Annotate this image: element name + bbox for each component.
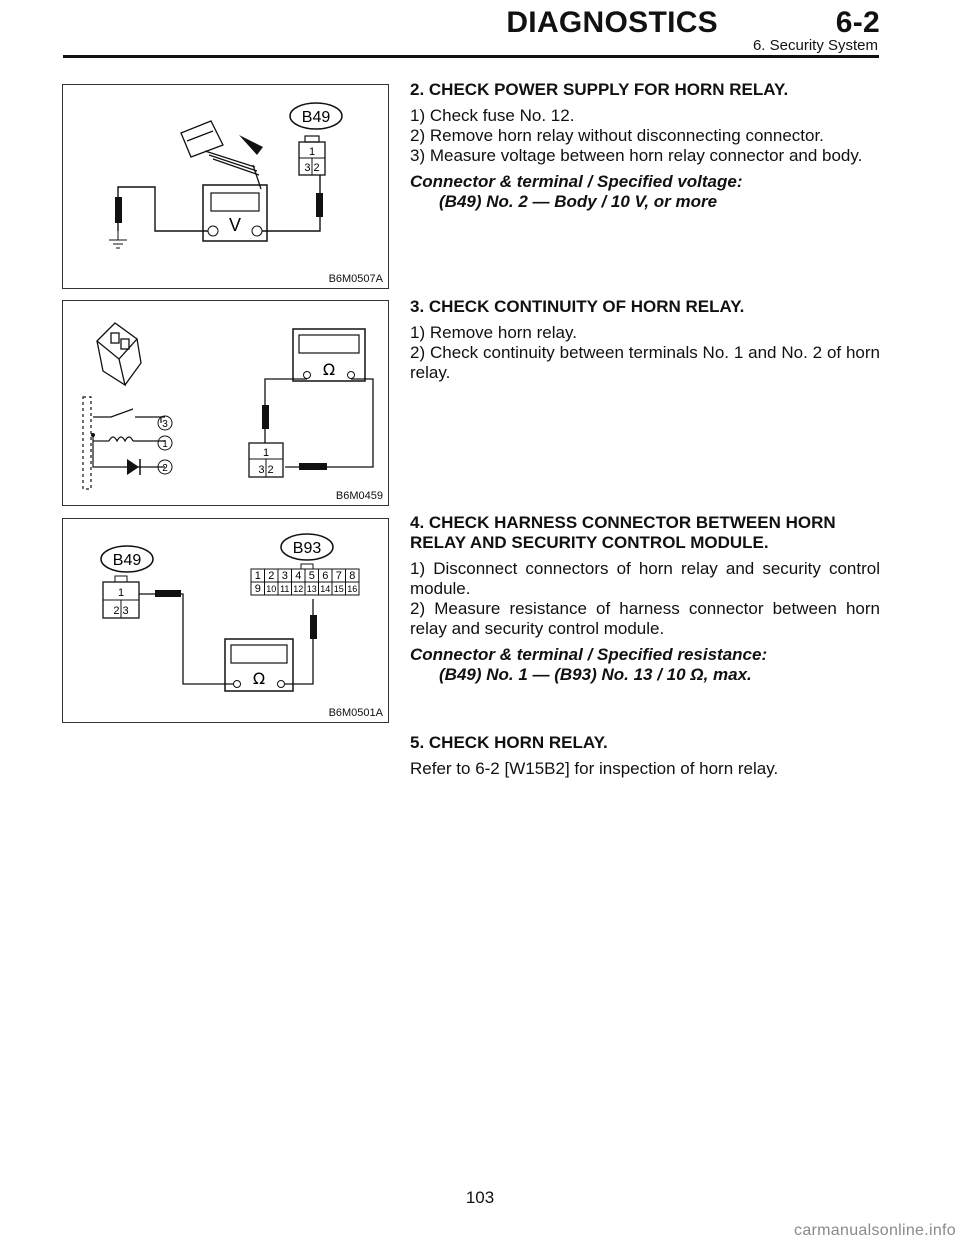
step-5 xyxy=(410,733,880,779)
b93-pin-label: 5 xyxy=(308,570,315,582)
b93-pin-label: 4 xyxy=(295,570,302,582)
step-4 xyxy=(410,513,880,685)
figure-harness-check xyxy=(62,518,389,723)
figure-voltage-check xyxy=(62,84,389,289)
b93-pin-label: 2 xyxy=(268,570,275,582)
step-line: 2) Remove horn relay without disconnecting connector. xyxy=(410,126,824,145)
figure-continuity-check xyxy=(62,300,389,506)
b93-pin-label: 10 xyxy=(266,584,277,594)
svg-text:3 2: 3 2 xyxy=(258,464,274,476)
b49-label: B49 xyxy=(301,109,331,126)
spec-label: Connector & terminal / Specified resistance: xyxy=(410,645,768,664)
b93-pin-label: 7 xyxy=(335,570,342,582)
b93-pin-label: 9 xyxy=(254,583,261,595)
b93-connector xyxy=(251,569,359,595)
page-number: 103 xyxy=(465,1188,495,1207)
svg-text:3 2: 3 2 xyxy=(304,162,320,174)
step-heading: 2. CHECK POWER SUPPLY FOR HORN RELAY. xyxy=(410,80,789,99)
step-2 xyxy=(410,80,880,212)
b93-pin-label: 13 xyxy=(306,584,317,594)
figure-code: B6M0459 xyxy=(335,490,383,502)
step-line: 2) Measure resistance of harness connector between horn relay and security control module. xyxy=(410,599,880,638)
continuity-check-diagram xyxy=(63,301,390,507)
b93-pin-label: 1 xyxy=(254,570,261,582)
step-line: 1) Check fuse No. 12. xyxy=(410,106,575,125)
figure-code: B6M0507A xyxy=(328,273,383,285)
step-heading: 3. CHECK CONTINUITY OF HORN RELAY. xyxy=(410,297,745,316)
b93-pin-label: 11 xyxy=(280,584,290,594)
spec-value: (B49) No. 2 — Body / 10 V, or more xyxy=(439,192,718,211)
b93-pin-label: 8 xyxy=(349,570,356,582)
b93-pin-label: 3 xyxy=(281,570,288,582)
svg-text:2 3: 2 3 xyxy=(113,605,129,617)
header-subtitle: 6. Security System xyxy=(752,37,878,54)
watermark: carmanualsonline.info xyxy=(794,1222,956,1239)
b93-pin-label: 12 xyxy=(293,584,304,594)
header-section-number: 6-2 xyxy=(835,6,880,39)
svg-text:2: 2 xyxy=(162,463,168,474)
svg-text:1: 1 xyxy=(162,439,168,450)
spec-label: Connector & terminal / Specified voltage: xyxy=(410,172,743,191)
step-line: 1) Remove horn relay. xyxy=(410,323,577,342)
b93-pin-label: 6 xyxy=(322,570,329,582)
b93-pin-label: 16 xyxy=(347,584,358,594)
svg-text:B93: B93 xyxy=(292,540,322,557)
svg-text:B49: B49 xyxy=(112,552,142,569)
header-divider xyxy=(63,55,879,58)
svg-text:Ω: Ω xyxy=(322,360,336,379)
header-title: DIAGNOSTICS xyxy=(506,6,718,39)
step-line: Refer to 6-2 [W15B2] for inspection of horn relay. xyxy=(410,759,779,778)
step-line: 3) Measure voltage between horn relay connector and body. xyxy=(410,146,863,165)
step-line: 1) Disconnect connectors of horn relay and security control module. xyxy=(410,559,880,598)
step-line: 2) Check continuity between terminals No. 1 and No. 2 of horn relay. xyxy=(410,343,880,382)
harness-check-diagram xyxy=(63,519,390,724)
svg-text:Ω: Ω xyxy=(252,669,266,688)
step-3 xyxy=(410,297,880,383)
step-heading: 4. CHECK HARNESS CONNECTOR BETWEEN HORN RELAY AND SECURITY CONTROL MODULE. xyxy=(410,513,836,552)
svg-text:3: 3 xyxy=(162,419,168,430)
svg-text:1: 1 xyxy=(262,447,270,459)
b93-pin-label: 15 xyxy=(333,584,344,594)
step-heading: 5. CHECK HORN RELAY. xyxy=(410,733,608,752)
figure-code: B6M0501A xyxy=(328,707,383,719)
svg-text:V: V xyxy=(228,215,242,235)
svg-text:1: 1 xyxy=(308,146,316,158)
spec-value: (B49) No. 1 — (B93) No. 13 / 10 Ω, max. xyxy=(439,665,752,684)
b93-pin-label: 14 xyxy=(320,584,331,594)
svg-text:1: 1 xyxy=(117,587,125,599)
voltage-check-diagram xyxy=(63,85,390,290)
